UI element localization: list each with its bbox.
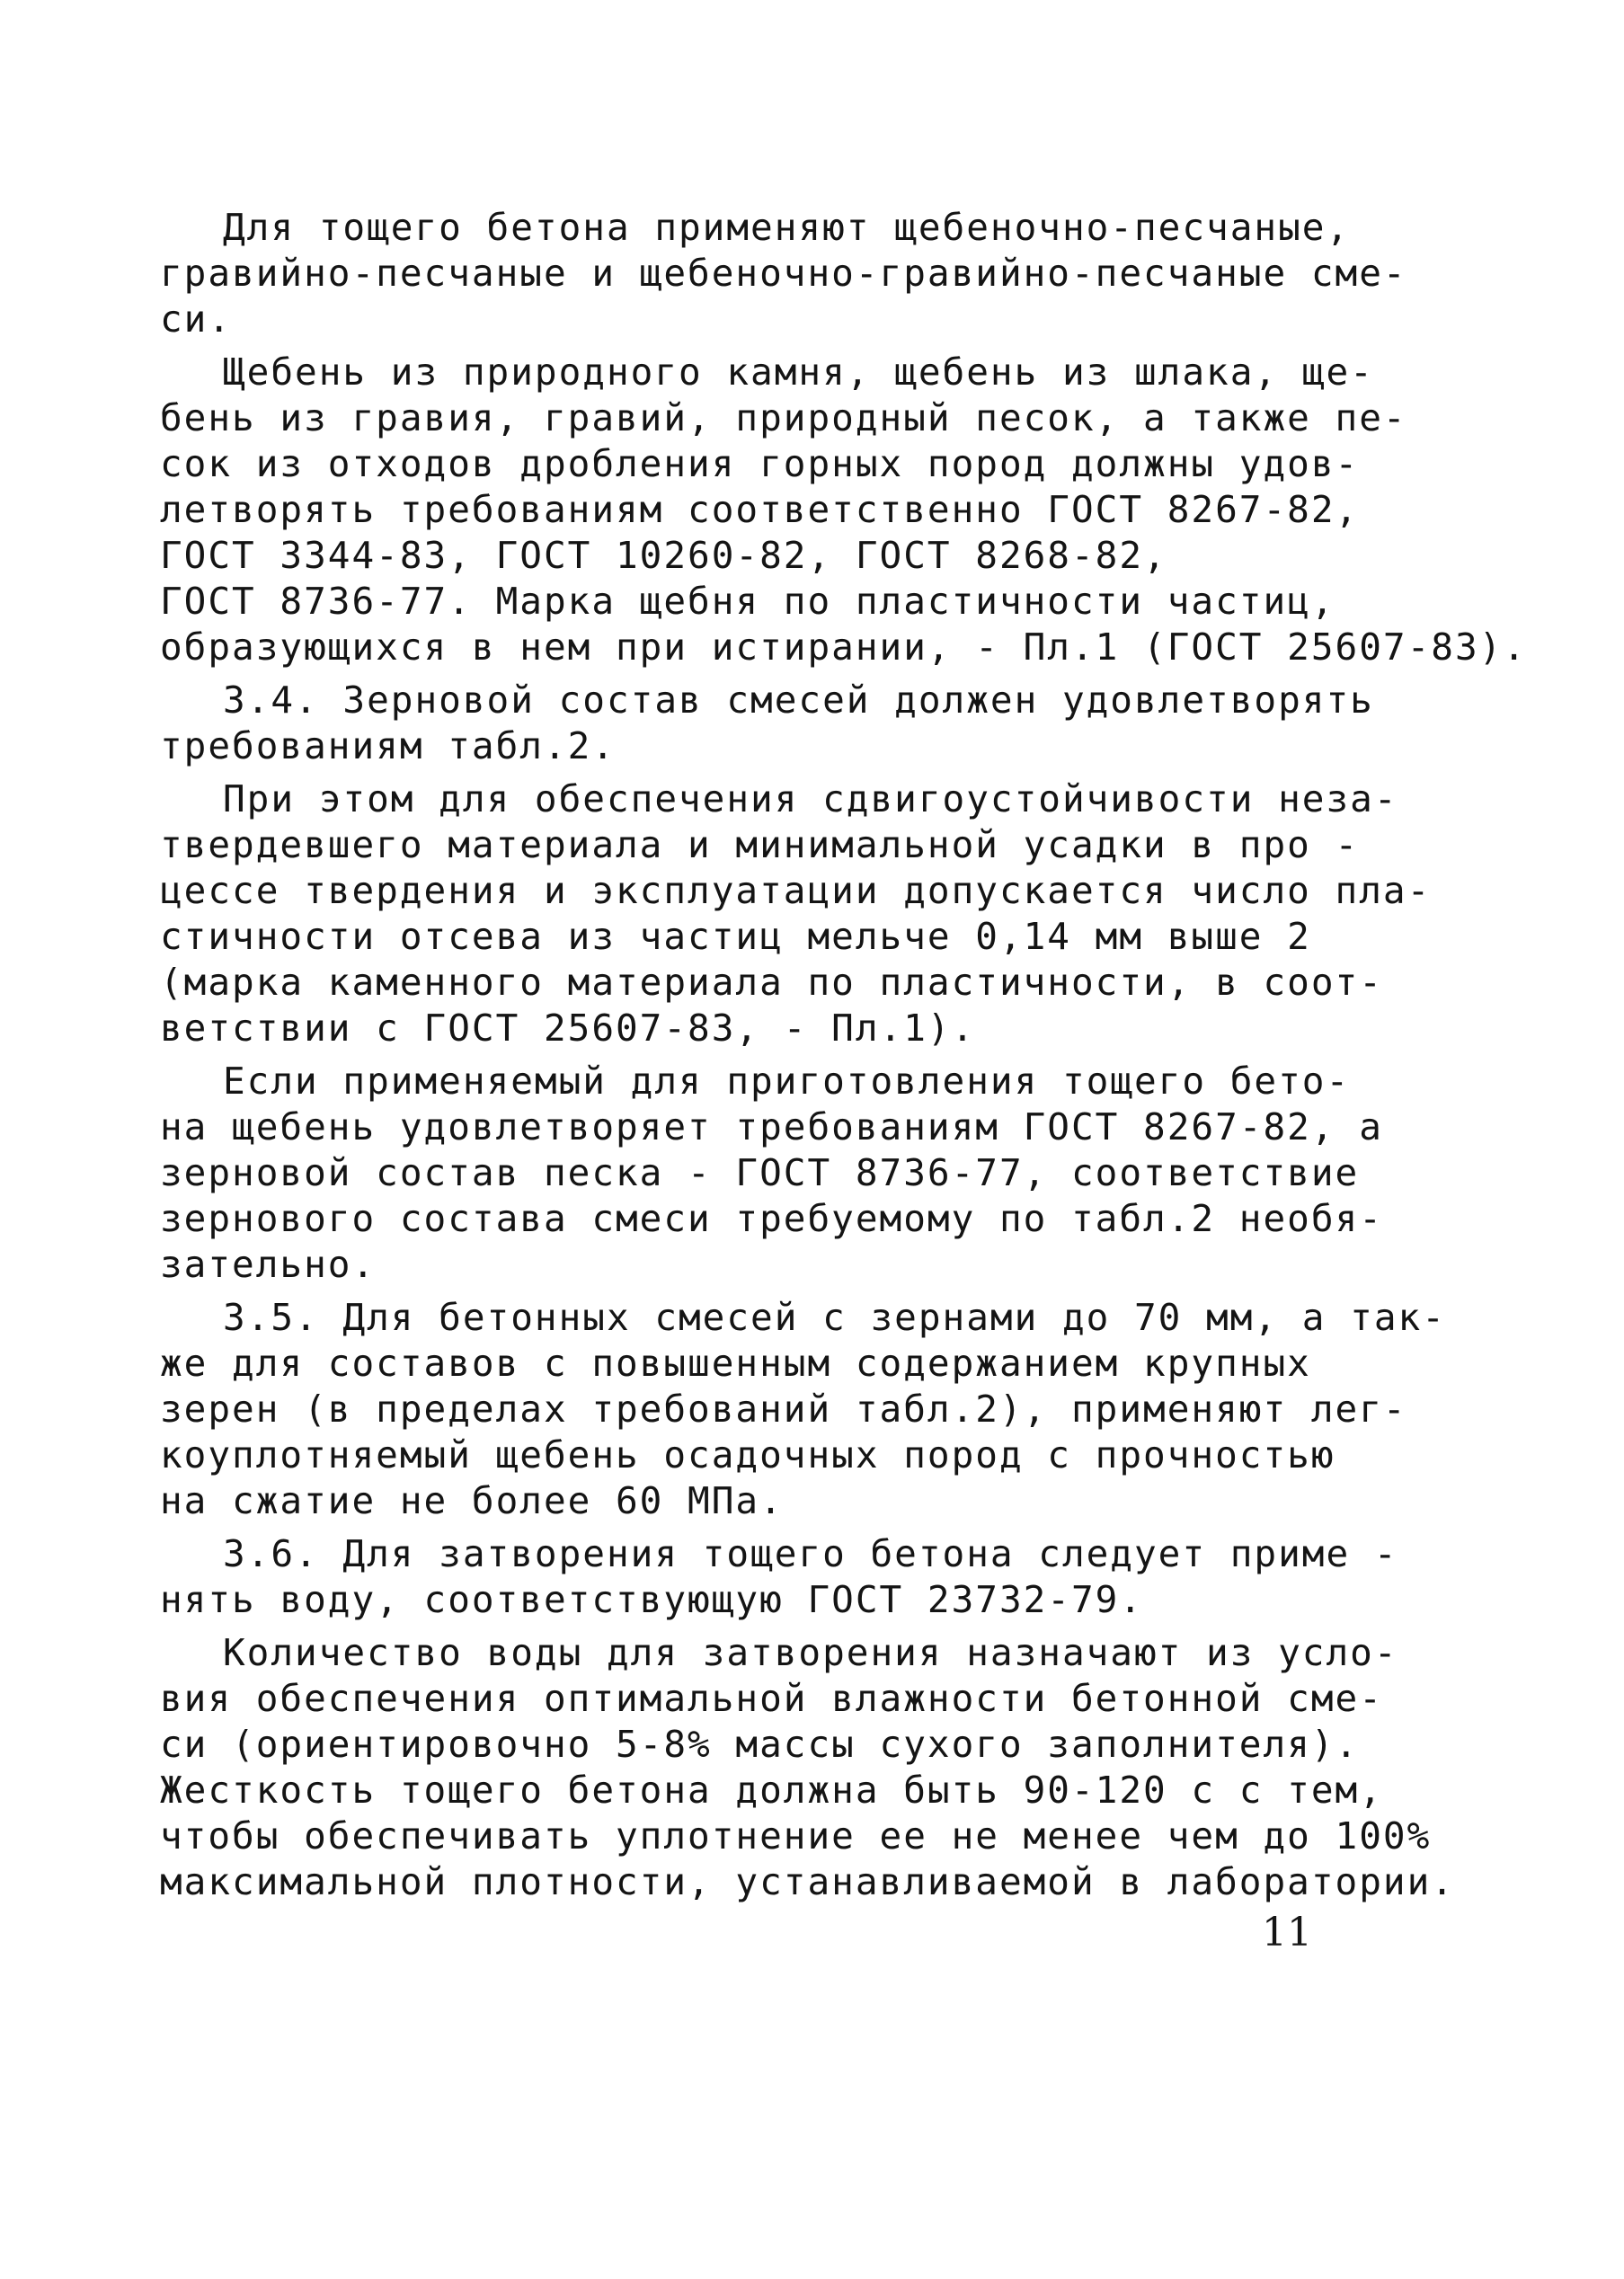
text-line: сок из отходов дробления горных пород должны удов- xyxy=(160,442,1360,485)
paragraph xyxy=(160,205,1407,342)
paragraph xyxy=(160,1630,1455,1905)
text-line: си (ориентировочно 5-8% массы сухого заполнителя). xyxy=(160,1723,1360,1766)
text-line: Щебень из природного камня, щебень из шлака, ще- xyxy=(223,350,1374,394)
text-line: стичности отсева из частиц мельче 0,14 мм выше 2 xyxy=(160,915,1311,958)
text-line: Количество воды для затворения назначают из усло- xyxy=(223,1631,1398,1674)
text-line: ветствии с ГОСТ 25607-83, - Пл.1). xyxy=(160,1006,976,1050)
text-line: максимальной плотности, устанавливаемой в лаборатории. xyxy=(160,1860,1455,1903)
text-line: 3.5. Для бетонных смесей с зернами до 70 мм, а так- xyxy=(223,1296,1446,1339)
text-line: си. xyxy=(160,297,233,341)
text-line: зательно. xyxy=(160,1243,377,1286)
text-line: 3.4. Зерновой состав смесей должен удовлетворять xyxy=(223,678,1374,722)
text-line: требованиям табл.2. xyxy=(160,724,616,767)
text-line: зерновой состав песка - ГОСТ 8736-77, соответствие xyxy=(160,1151,1360,1194)
paragraph xyxy=(160,678,1374,769)
text-line: на щебень удовлетворяет требованиям ГОСТ 8267-82, а xyxy=(160,1105,1383,1148)
paragraph xyxy=(160,1531,1398,1623)
text-line: летворять требованиям соответственно ГОСТ 8267-82, xyxy=(160,488,1360,531)
paragraph xyxy=(160,1295,1446,1524)
text-line: образующихся в нем при истирании, - Пл.1 (ГОСТ 25607-83). xyxy=(160,625,1527,669)
text-line: чтобы обеспечивать уплотнение ее не менее чем до 100% xyxy=(160,1814,1432,1858)
text-line: Жесткость тощего бетона должна быть 90-120 с с тем, xyxy=(160,1769,1383,1812)
text-line: зернового состава смеси требуемому по табл.2 необя- xyxy=(160,1197,1383,1240)
text-line: же для составов с повышенным содержанием крупных xyxy=(160,1342,1311,1385)
text-line: бень из гравия, гравий, природный песок, а также пе- xyxy=(160,396,1407,439)
text-line: твердевшего материала и минимальной усадки в про - xyxy=(160,823,1360,866)
text-line: коуплотняемый щебень осадочных пород с прочностью xyxy=(160,1433,1336,1476)
body-text xyxy=(160,205,1527,1912)
paragraph xyxy=(160,350,1527,670)
text-line: При этом для обеспечения сдвигоустойчивости неза- xyxy=(223,777,1398,820)
text-line: Если применяемый для приготовления тощего бето- xyxy=(223,1060,1351,1103)
text-line: 3.6. Для затворения тощего бетона следует приме - xyxy=(223,1532,1398,1575)
text-line: вия обеспечения оптимальной влажности бетонной сме- xyxy=(160,1677,1383,1720)
paragraph xyxy=(160,776,1432,1051)
paragraph xyxy=(160,1059,1383,1288)
text-line: гравийно-песчаные и щебеночно-гравийно-песчаные сме- xyxy=(160,252,1407,295)
text-line: нять воду, соответствующую ГОСТ 23732-79. xyxy=(160,1578,1144,1621)
text-line: ГОСТ 3344-83, ГОСТ 10260-82, ГОСТ 8268-82, xyxy=(160,534,1167,577)
text-line: Для тощего бетона применяют щебеночно-песчаные, xyxy=(223,206,1351,249)
text-line: зерен (в пределах требований табл.2), применяют лег- xyxy=(160,1388,1407,1431)
page-number: 11 xyxy=(1262,1910,1312,1955)
text-line: на сжатие не более 60 МПа. xyxy=(160,1479,784,1522)
text-line: ГОСТ 8736-77. Марка щебня по пластичности частиц, xyxy=(160,580,1336,623)
text-line: (марка каменного материала по пластичности, в соот- xyxy=(160,961,1383,1004)
text-line: цессе твердения и эксплуатации допускается число пла- xyxy=(160,869,1432,912)
